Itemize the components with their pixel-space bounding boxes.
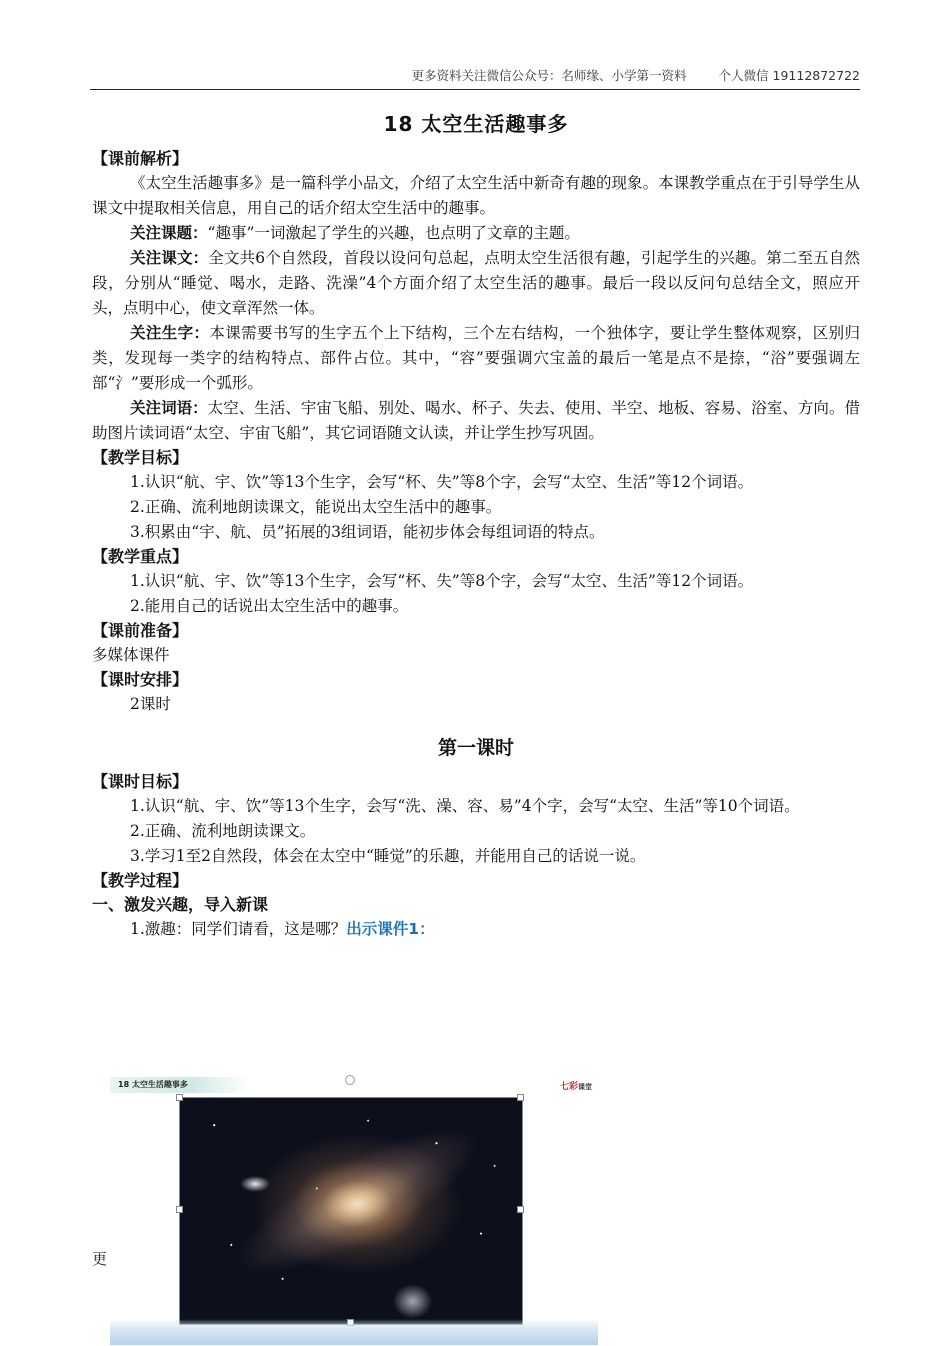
step1-item [92, 917, 860, 942]
slide-logo-sub: 课堂 [578, 1083, 592, 1091]
lesson1-goal-item: 2.正确、流利地朗读课文。 [130, 822, 316, 840]
words-text: 太空、生活、宇宙飞船、别处、喝水、杯子、失去、使用、半空、地板、容易、浴室、方向。借助图片读词语“太空、宇宙飞船”，其它词语随文认读，并让学生抄写巩固。 [92, 399, 860, 442]
key-points-heading: 【教学重点】 [92, 547, 189, 566]
rotate-handle-icon[interactable] [345, 1075, 355, 1085]
resize-handle-icon[interactable] [176, 1206, 183, 1213]
words-label: 关注词语： [130, 399, 208, 417]
text-text: 全文共6个自然段，首段以设问句总起，点明太空生活很有趣，引起学生的兴趣。第二至五自然段，分别从“睡觉、喝水，走路、洗澡”4个方面介绍了太空生活的趣事。最后一段以反问句总结全文，照应开头，点明中心，使文章浑然一体。 [92, 249, 860, 317]
header-right-text: 个人微信 19112872722 [718, 68, 860, 83]
key-point-item: 1.认识“航、宇、饮”等13个生字，会写“杯、失”等8个字，会写“太空、生活”等12个词语。 [130, 572, 754, 590]
topic-paragraph [92, 221, 860, 246]
document-body [92, 104, 860, 942]
page-header [90, 66, 860, 86]
lesson1-goals-heading: 【课时目标】 [92, 772, 189, 791]
process-heading: 【教学过程】 [92, 871, 189, 890]
text-paragraph [92, 246, 860, 321]
chars-paragraph [92, 321, 860, 396]
key-point-item: 2.能用自己的话说出太空生活中的趣事。 [130, 597, 409, 615]
slide-logo-text: 七彩 [559, 1082, 578, 1092]
resize-handle-icon[interactable] [517, 1094, 524, 1101]
header-left-text: 更多资料关注微信公众号：名师缘、小学第一资料 [411, 68, 687, 83]
goal-item: 2.正确、流利地朗读课文，能说出太空生活中的趣事。 [130, 498, 502, 516]
pre-analysis-heading: 【课前解析】 [92, 149, 189, 168]
lesson1-goal-item: 1.认识“航、宇、饮”等13个生字，会写“洗、澡、容、易”4个字，会写“太空、生活”等10个词语。 [130, 797, 800, 815]
courseware-slide-image [110, 1075, 598, 1345]
starfield [180, 1098, 522, 1324]
earth-horizon [110, 1319, 598, 1345]
pre-analysis-intro: 《太空生活趣事多》是一篇科学小品文，介绍了太空生活中新奇有趣的现象。本课教学重点在于引导学生从课文中提取相关信息，用自己的话介绍太空生活中的趣事。 [92, 174, 860, 217]
lesson1-goal-item: 3.学习1至2自然段，体会在太空中“睡觉”的乐趣，并能用自己的话说一说。 [130, 847, 646, 865]
slide-logo [560, 1079, 592, 1092]
resize-handle-icon[interactable] [176, 1094, 183, 1101]
resize-handle-icon[interactable] [517, 1206, 524, 1213]
chars-label: 关注生字： [130, 324, 210, 342]
step1-heading: 一、激发兴趣，导入新课 [92, 895, 269, 914]
words-paragraph [92, 396, 860, 446]
chars-text: 本课需要书写的生字五个上下结构，三个左右结构，一个独体字，要让学生整体观察，区别归类，发现每一类字的结构特点、部件占位。其中，“容”要强调穴宝盖的最后一笔是点不是捺，“浴”要强调左部“氵”要形成一个弧形。 [92, 324, 860, 392]
stray-text: 更 [92, 1250, 108, 1268]
schedule-heading: 【课时安排】 [92, 670, 189, 689]
goal-item: 3.积累由“宇、航、员”拓展的3组词语，能初步体会每组词语的特点。 [130, 523, 605, 541]
show-slide-label: 出示课件1： [346, 920, 435, 938]
topic-text: “趣事”一词激起了学生的兴趣，也点明了文章的主题。 [207, 224, 580, 242]
prep-heading: 【课前准备】 [92, 621, 189, 640]
step1-text: 1.激趣：同学们请看，这是哪？ [130, 920, 347, 938]
goal-item: 1.认识“航、宇、饮”等13个生字，会写“杯、失”等8个字，会写“太空、生活”等12个词语。 [130, 473, 754, 491]
topic-label: 关注课题： [130, 224, 208, 242]
lesson1-title: 第一课时 [437, 737, 514, 759]
prep-text: 多媒体课件 [92, 646, 170, 664]
slide-title-bar: 18 太空生活趣事多 [110, 1077, 248, 1093]
header-rule [90, 89, 860, 90]
galaxy-photo [179, 1097, 523, 1325]
schedule-text: 2课时 [130, 695, 171, 713]
goals-heading: 【教学目标】 [92, 448, 189, 467]
text-label: 关注课文： [130, 249, 209, 267]
lesson-title: 18 太空生活趣事多 [383, 112, 569, 136]
